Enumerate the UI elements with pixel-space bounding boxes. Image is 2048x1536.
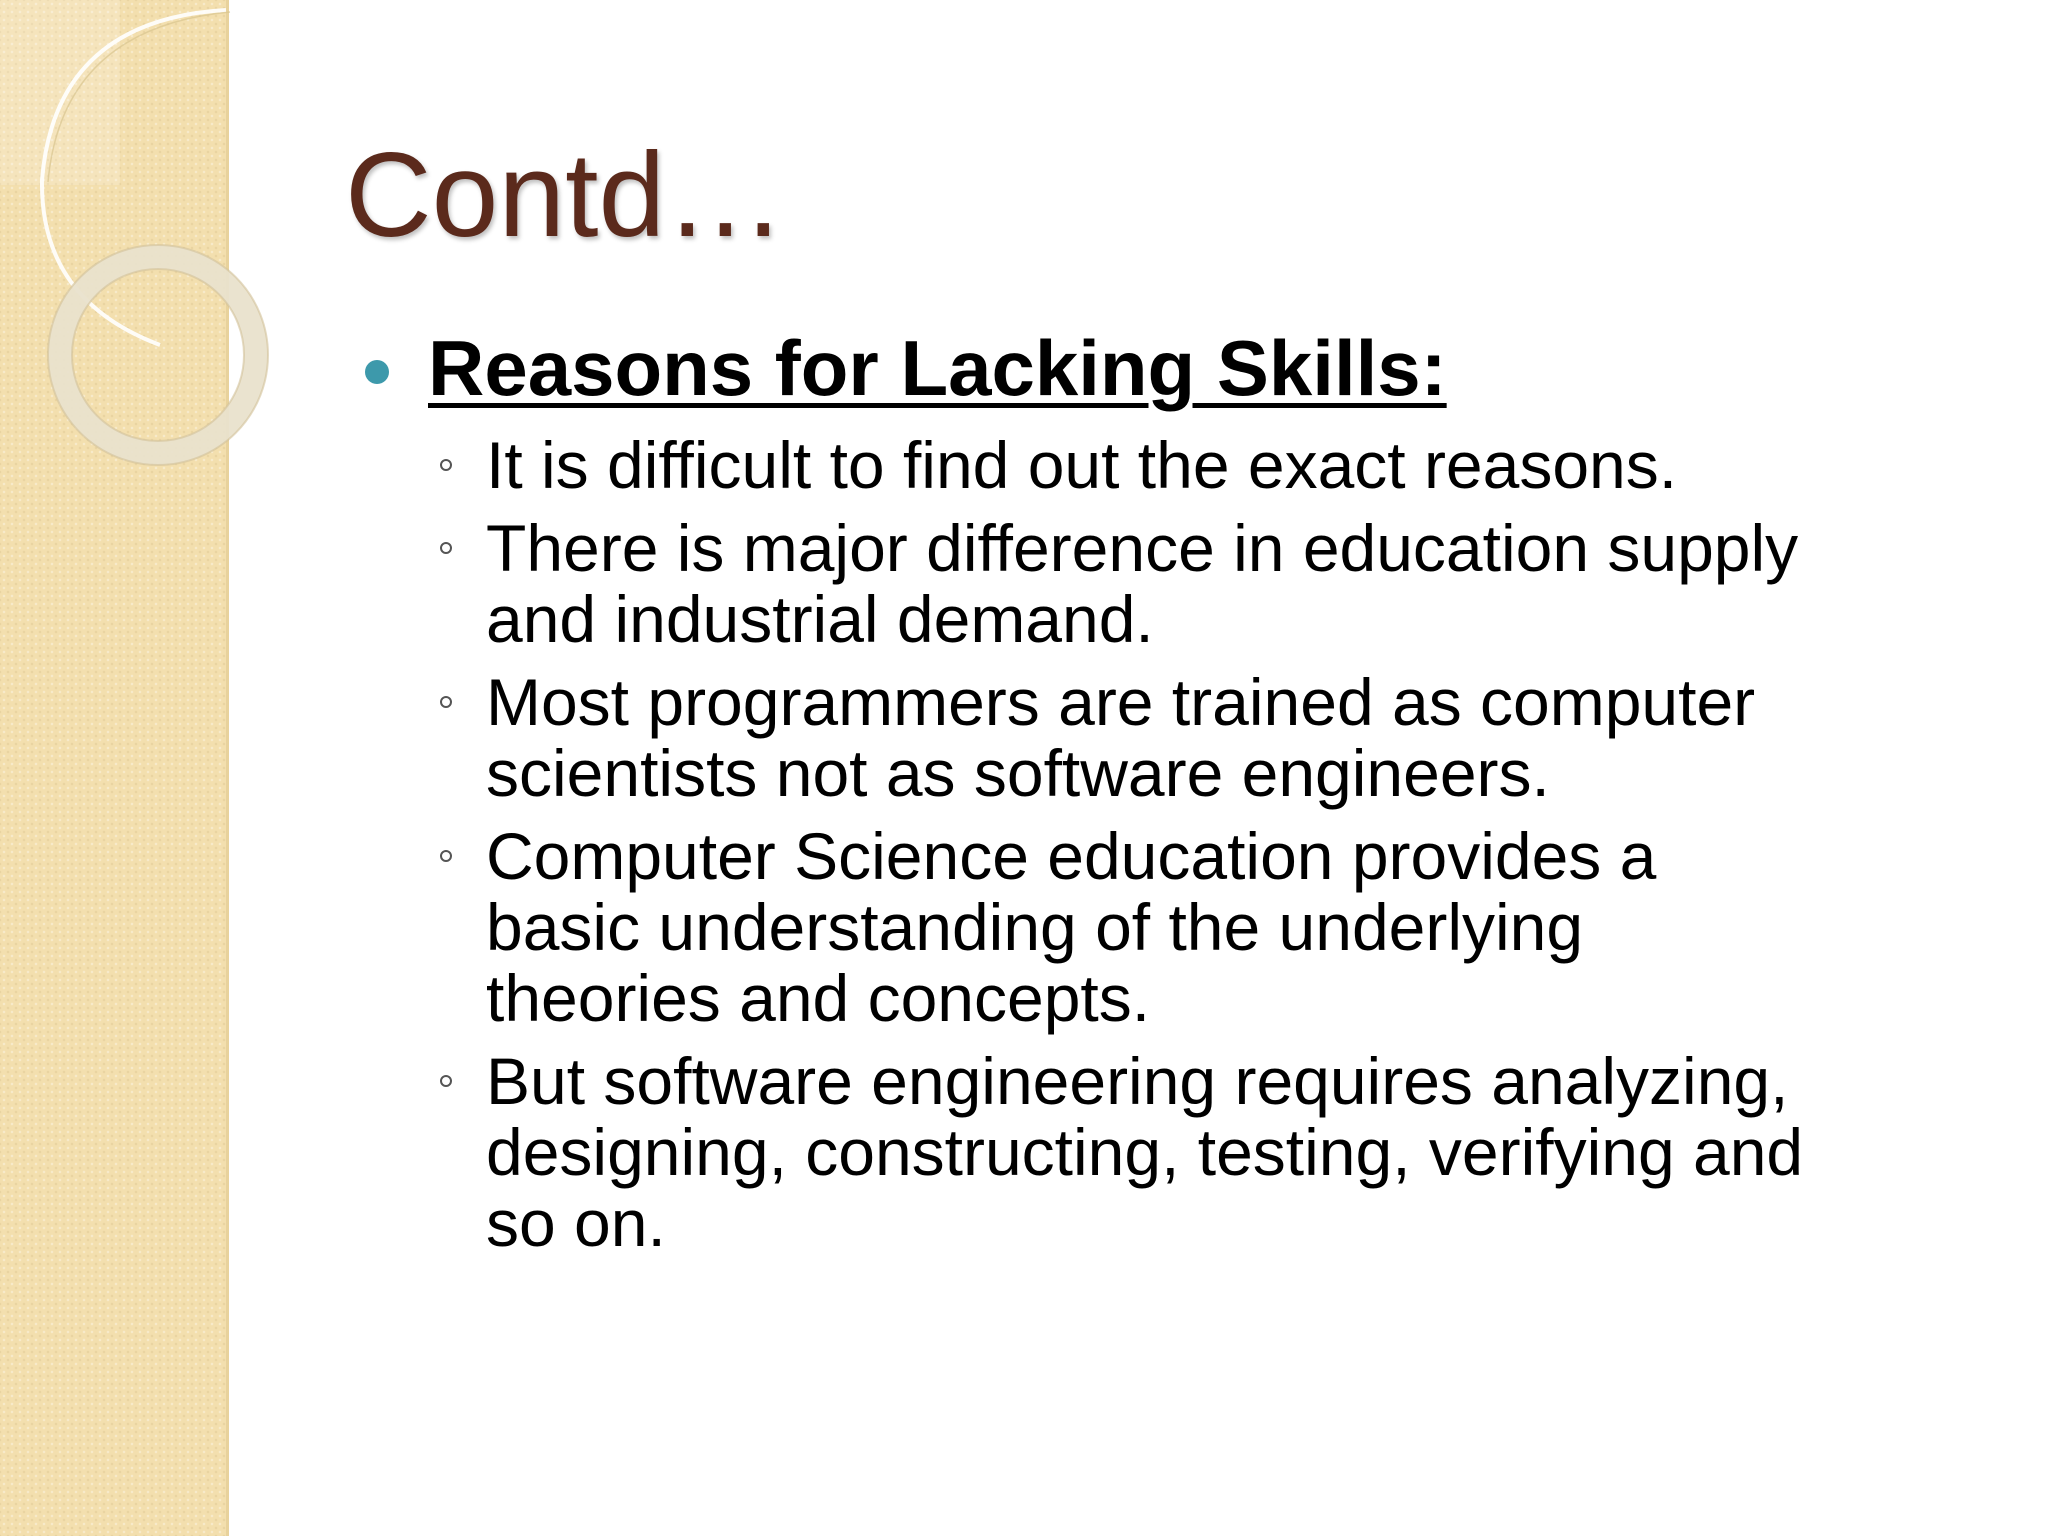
bullet-text-line: But software engineering requires analyzing, [486, 1044, 1789, 1118]
bullet-text-line: so on. [486, 1186, 666, 1260]
hollow-circle-bullet-icon [440, 696, 452, 708]
sub-bullet-item [360, 430, 1990, 501]
section-heading: Reasons for Lacking Skills: [428, 324, 1447, 412]
hollow-circle-bullet-icon [440, 1075, 452, 1087]
hollow-circle-bullet-icon [440, 542, 452, 554]
bullet-text-line: and industrial demand. [486, 582, 1154, 656]
sub-bullet-item [360, 513, 1990, 655]
bullet-text-line: scientists not as software engineers. [486, 736, 1550, 810]
sub-bullet-item [360, 1046, 1990, 1259]
sub-bullet-item [360, 821, 1990, 1034]
bullet-text-line: It is difficult to find out the exact reasons. [486, 428, 1678, 502]
hollow-circle-bullet-icon [440, 459, 452, 471]
bullet-text-line: There is major difference in education supply [486, 511, 1799, 585]
bullet-text-line: Most programmers are trained as computer [486, 665, 1756, 739]
slide-title: Contd… [345, 128, 786, 262]
sub-bullet-item [360, 667, 1990, 809]
decorative-rings [0, 0, 300, 520]
bullet-text-line: Computer Science education provides a [486, 819, 1657, 893]
bullet-text-line: theories and concepts. [486, 961, 1151, 1035]
slide-content [360, 318, 1990, 1259]
filled-circle-bullet-icon [365, 360, 389, 384]
sub-bullet-list [360, 430, 1990, 1259]
bullet-text-line: basic understanding of the underlying [486, 890, 1584, 964]
bullet-text-line: designing, constructing, testing, verifying and [486, 1115, 1804, 1189]
main-bullet [360, 318, 1990, 418]
hollow-circle-bullet-icon [440, 850, 452, 862]
